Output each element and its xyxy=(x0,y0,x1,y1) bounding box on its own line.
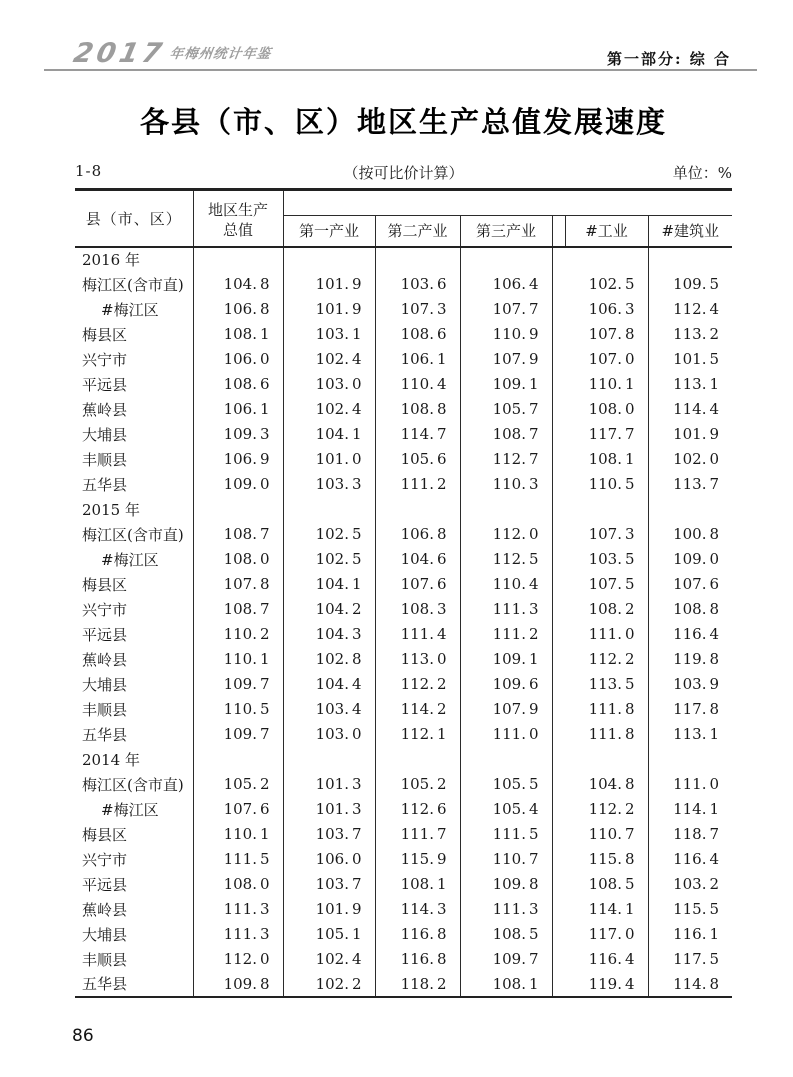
primary-industry-cell: 104. 1 xyxy=(283,572,375,597)
gdp-total-cell: 108. 0 xyxy=(193,547,283,572)
column-header-primary-industry: 第一产业 xyxy=(283,216,375,247)
region-name-cell: 五华县 xyxy=(75,972,193,997)
empty-cell xyxy=(193,747,283,772)
column-header-industry: #工业 xyxy=(565,216,648,247)
column-header-tertiary-industry: 第三产业 xyxy=(460,216,552,247)
tertiary-industry-cell: 110. 3 xyxy=(460,472,552,497)
section-label: 第一部分: 综 合 xyxy=(607,50,731,68)
logo-title-text: 年梅州统计年鉴 xyxy=(168,46,273,62)
empty-cell xyxy=(565,497,648,522)
region-name-cell: #梅江区 xyxy=(75,297,193,322)
gdp-total-cell: 110. 2 xyxy=(193,622,283,647)
spacer-cell xyxy=(552,647,565,672)
region-name-cell: 蕉岭县 xyxy=(75,397,193,422)
spacer-cell xyxy=(552,372,565,397)
data-row xyxy=(75,947,732,972)
industry-cell: 108. 5 xyxy=(565,872,648,897)
secondary-industry-cell: 114. 2 xyxy=(375,697,460,722)
header-spacer-region xyxy=(283,190,732,216)
primary-industry-cell: 102. 2 xyxy=(283,972,375,997)
primary-industry-cell: 104. 4 xyxy=(283,672,375,697)
empty-cell xyxy=(565,247,648,272)
empty-cell xyxy=(193,247,283,272)
data-row xyxy=(75,597,732,622)
primary-industry-cell: 104. 1 xyxy=(283,422,375,447)
page-number: 86 xyxy=(72,1026,94,1046)
secondary-industry-cell: 108. 1 xyxy=(375,872,460,897)
data-row xyxy=(75,972,732,997)
data-row xyxy=(75,547,732,572)
data-row xyxy=(75,622,732,647)
region-name-cell: 兴宁市 xyxy=(75,597,193,622)
construction-cell: 103. 9 xyxy=(673,675,720,693)
tertiary-industry-cell: 112. 5 xyxy=(460,547,552,572)
secondary-industry-cell: 105. 6 xyxy=(375,447,460,472)
data-row xyxy=(75,322,732,347)
industry-cell: 110. 5 xyxy=(565,472,648,497)
secondary-industry-cell: 115. 9 xyxy=(375,847,460,872)
secondary-industry-cell: 112. 1 xyxy=(375,722,460,747)
primary-industry-cell: 101. 9 xyxy=(283,897,375,922)
data-row xyxy=(75,372,732,397)
empty-cell xyxy=(565,747,648,772)
spacer-cell xyxy=(552,922,565,947)
secondary-industry-cell: 112. 6 xyxy=(375,797,460,822)
region-name-cell: 丰顺县 xyxy=(75,447,193,472)
tertiary-industry-cell: 105. 4 xyxy=(460,797,552,822)
industry-cell: 110. 7 xyxy=(565,822,648,847)
gdp-total-cell: 106. 0 xyxy=(193,347,283,372)
gdp-total-cell: 106. 1 xyxy=(193,397,283,422)
industry-cell: 111. 8 xyxy=(565,697,648,722)
region-name-cell: 兴宁市 xyxy=(75,847,193,872)
empty-cell xyxy=(375,747,460,772)
logo-year-text: 2017 xyxy=(70,38,169,69)
region-name-cell: 梅县区 xyxy=(75,572,193,597)
spacer-cell xyxy=(552,347,565,372)
gdp-total-cell: 110. 1 xyxy=(193,822,283,847)
data-row xyxy=(75,472,732,497)
year-row xyxy=(75,497,732,522)
region-name-cell: 蕉岭县 xyxy=(75,647,193,672)
region-name-cell: 五华县 xyxy=(75,472,193,497)
gdp-total-cell: 104. 8 xyxy=(193,272,283,297)
region-name-cell: 平远县 xyxy=(75,872,193,897)
construction-cell: 115. 5 xyxy=(673,900,720,918)
spacer-cell xyxy=(552,397,565,422)
region-name-cell: 丰顺县 xyxy=(75,947,193,972)
region-name-cell: 梅江区(含市直) xyxy=(75,272,193,297)
data-row xyxy=(75,647,732,672)
industry-cell: 113. 5 xyxy=(565,672,648,697)
secondary-industry-cell: 106. 8 xyxy=(375,522,460,547)
data-row xyxy=(75,872,732,897)
tertiary-industry-cell: 107. 9 xyxy=(460,347,552,372)
gdp-total-cell: 107. 8 xyxy=(193,572,283,597)
secondary-industry-cell: 114. 7 xyxy=(375,422,460,447)
spacer-cell xyxy=(552,447,565,472)
construction-cell: 101. 9 xyxy=(673,425,720,443)
tertiary-industry-cell: 107. 7 xyxy=(460,297,552,322)
primary-industry-cell: 106. 0 xyxy=(283,847,375,872)
construction-cell: 109. 0 xyxy=(673,550,720,568)
industry-cell: 107. 8 xyxy=(565,322,648,347)
region-name-cell: 五华县 xyxy=(75,722,193,747)
tertiary-industry-cell: 112. 7 xyxy=(460,447,552,472)
spacer-cell xyxy=(552,872,565,897)
secondary-industry-cell: 103. 6 xyxy=(375,272,460,297)
data-row xyxy=(75,772,732,797)
page-title: 各县（市、区）地区生产总值发展速度 xyxy=(139,105,667,139)
industry-cell: 107. 3 xyxy=(565,522,648,547)
secondary-industry-cell: 113. 0 xyxy=(375,647,460,672)
empty-cell xyxy=(460,747,552,772)
tertiary-industry-cell: 111. 3 xyxy=(460,597,552,622)
data-row xyxy=(75,672,732,697)
primary-industry-cell: 103. 3 xyxy=(283,472,375,497)
tertiary-industry-cell: 109. 8 xyxy=(460,872,552,897)
tertiary-industry-cell: 110. 9 xyxy=(460,322,552,347)
tertiary-industry-cell: 108. 5 xyxy=(460,922,552,947)
tertiary-industry-cell: 105. 7 xyxy=(460,397,552,422)
data-row xyxy=(75,897,732,922)
empty-cell xyxy=(648,247,732,272)
tertiary-industry-cell: 111. 3 xyxy=(460,897,552,922)
primary-industry-cell: 103. 4 xyxy=(283,697,375,722)
primary-industry-cell: 103. 1 xyxy=(283,322,375,347)
region-name-cell: 大埔县 xyxy=(75,672,193,697)
secondary-industry-cell: 118. 2 xyxy=(375,972,460,997)
spacer-cell xyxy=(552,522,565,547)
gdp-total-cell: 109. 8 xyxy=(193,972,283,997)
construction-cell: 108. 8 xyxy=(673,600,720,618)
tertiary-industry-cell: 109. 1 xyxy=(460,647,552,672)
tertiary-industry-cell: 108. 1 xyxy=(460,972,552,997)
primary-industry-cell: 102. 4 xyxy=(283,397,375,422)
spacer-cell xyxy=(552,972,565,997)
industry-cell: 104. 8 xyxy=(565,772,648,797)
empty-cell xyxy=(375,497,460,522)
construction-cell: 111. 0 xyxy=(673,775,720,793)
data-row xyxy=(75,272,732,297)
year-row xyxy=(75,747,732,772)
tertiary-industry-cell: 107. 9 xyxy=(460,697,552,722)
spacer-cell xyxy=(552,322,565,347)
gdp-total-cell: 105. 2 xyxy=(193,772,283,797)
primary-industry-cell: 105. 1 xyxy=(283,922,375,947)
table-body xyxy=(75,247,732,997)
construction-cell: 116. 4 xyxy=(673,850,720,868)
industry-cell: 112. 2 xyxy=(565,797,648,822)
primary-industry-cell: 103. 7 xyxy=(283,872,375,897)
secondary-industry-cell: 110. 4 xyxy=(375,372,460,397)
gdp-total-cell: 108. 7 xyxy=(193,522,283,547)
spacer-cell xyxy=(552,672,565,697)
table-unit: 单位：% xyxy=(672,164,732,182)
data-row xyxy=(75,722,732,747)
secondary-industry-cell: 107. 6 xyxy=(375,572,460,597)
spacer-cell xyxy=(552,422,565,447)
industry-cell: 112. 2 xyxy=(565,647,648,672)
table-meta-row xyxy=(75,162,732,182)
spacer-cell xyxy=(552,597,565,622)
spacer-cell xyxy=(552,472,565,497)
primary-industry-cell: 104. 3 xyxy=(283,622,375,647)
industry-cell: 111. 0 xyxy=(565,622,648,647)
construction-cell: 101. 5 xyxy=(673,350,720,368)
tertiary-industry-cell: 111. 2 xyxy=(460,622,552,647)
spacer-cell xyxy=(552,622,565,647)
industry-cell: 108. 0 xyxy=(565,397,648,422)
secondary-industry-cell: 104. 6 xyxy=(375,547,460,572)
industry-cell: 103. 5 xyxy=(565,547,648,572)
spacer-cell xyxy=(552,572,565,597)
primary-industry-cell: 103. 0 xyxy=(283,722,375,747)
gdp-total-cell: 109. 0 xyxy=(193,472,283,497)
year-label: 2014 年 xyxy=(75,747,193,772)
secondary-industry-cell: 111. 4 xyxy=(375,622,460,647)
region-name-cell: #梅江区 xyxy=(75,547,193,572)
data-row xyxy=(75,697,732,722)
tertiary-industry-cell: 106. 4 xyxy=(460,272,552,297)
spacer-cell xyxy=(552,822,565,847)
primary-industry-cell: 101. 0 xyxy=(283,447,375,472)
empty-cell xyxy=(648,497,732,522)
empty-cell xyxy=(648,747,732,772)
primary-industry-cell: 101. 9 xyxy=(283,272,375,297)
column-header-gdp-line2: 总值 xyxy=(222,220,253,239)
region-name-cell: 兴宁市 xyxy=(75,347,193,372)
gdp-total-cell: 111. 5 xyxy=(193,847,283,872)
spacer-cell xyxy=(552,797,565,822)
spacer-cell xyxy=(552,947,565,972)
construction-cell: 103. 2 xyxy=(673,875,720,893)
spacer-cell xyxy=(552,772,565,797)
region-name-cell: 梅县区 xyxy=(75,322,193,347)
primary-industry-cell: 101. 3 xyxy=(283,797,375,822)
spacer-cell xyxy=(552,847,565,872)
gdp-total-cell: 111. 3 xyxy=(193,897,283,922)
construction-cell: 109. 5 xyxy=(673,275,720,293)
secondary-industry-cell: 105. 2 xyxy=(375,772,460,797)
gdp-total-cell: 106. 8 xyxy=(193,297,283,322)
secondary-industry-cell: 108. 8 xyxy=(375,397,460,422)
data-row xyxy=(75,297,732,322)
construction-cell: 116. 1 xyxy=(673,925,720,943)
region-name-cell: 梅江区(含市直) xyxy=(75,772,193,797)
gdp-total-cell: 108. 0 xyxy=(193,872,283,897)
tertiary-industry-cell: 111. 5 xyxy=(460,822,552,847)
table-header xyxy=(75,190,732,247)
gdp-total-cell: 109. 7 xyxy=(193,722,283,747)
gdp-total-cell: 112. 0 xyxy=(193,947,283,972)
industry-cell: 115. 8 xyxy=(565,847,648,872)
secondary-industry-cell: 111. 7 xyxy=(375,822,460,847)
industry-cell: 116. 4 xyxy=(565,947,648,972)
spacer-cell xyxy=(552,272,565,297)
header-rule xyxy=(44,69,757,71)
industry-cell: 119. 4 xyxy=(565,972,648,997)
spacer-cell xyxy=(552,247,565,272)
data-row xyxy=(75,422,732,447)
data-row xyxy=(75,347,732,372)
column-header-gdp-line1: 地区生产 xyxy=(207,200,268,219)
region-name-cell: 梅江区(含市直) xyxy=(75,522,193,547)
spacer-cell xyxy=(552,697,565,722)
region-name-cell: 平远县 xyxy=(75,622,193,647)
data-row xyxy=(75,822,732,847)
region-name-cell: 丰顺县 xyxy=(75,697,193,722)
gdp-total-cell: 110. 1 xyxy=(193,647,283,672)
construction-cell: 114. 8 xyxy=(673,974,720,993)
construction-cell: 114. 4 xyxy=(673,400,720,418)
tertiary-industry-cell: 105. 5 xyxy=(460,772,552,797)
table-note: （按可比价计算） xyxy=(343,164,464,182)
secondary-industry-cell: 107. 3 xyxy=(375,297,460,322)
region-name-cell: 蕉岭县 xyxy=(75,897,193,922)
construction-cell: 113. 1 xyxy=(673,375,720,393)
primary-industry-cell: 103. 0 xyxy=(283,372,375,397)
spacer-cell xyxy=(552,547,565,572)
empty-cell xyxy=(283,497,375,522)
tertiary-industry-cell: 111. 0 xyxy=(460,722,552,747)
yearbook-logo xyxy=(70,38,273,69)
empty-cell xyxy=(460,247,552,272)
data-row xyxy=(75,797,732,822)
secondary-industry-cell: 108. 3 xyxy=(375,597,460,622)
region-name-cell: #梅江区 xyxy=(75,797,193,822)
primary-industry-cell: 102. 8 xyxy=(283,647,375,672)
gdp-total-cell: 107. 6 xyxy=(193,797,283,822)
industry-cell: 106. 3 xyxy=(565,297,648,322)
industry-cell: 110. 1 xyxy=(565,372,648,397)
primary-industry-cell: 102. 5 xyxy=(283,547,375,572)
construction-cell: 113. 7 xyxy=(673,475,720,493)
gdp-total-cell: 106. 9 xyxy=(193,447,283,472)
data-row xyxy=(75,397,732,422)
construction-cell: 100. 8 xyxy=(673,525,720,543)
tertiary-industry-cell: 110. 7 xyxy=(460,847,552,872)
secondary-industry-cell: 116. 8 xyxy=(375,922,460,947)
data-row xyxy=(75,572,732,597)
industry-cell: 114. 1 xyxy=(565,897,648,922)
column-header-secondary-industry: 第二产业 xyxy=(375,216,460,247)
industry-cell: 102. 5 xyxy=(565,272,648,297)
gdp-total-cell: 109. 3 xyxy=(193,422,283,447)
tertiary-industry-cell: 108. 7 xyxy=(460,422,552,447)
industry-cell: 108. 2 xyxy=(565,597,648,622)
primary-industry-cell: 101. 3 xyxy=(283,772,375,797)
secondary-industry-cell: 112. 2 xyxy=(375,672,460,697)
data-row xyxy=(75,522,732,547)
construction-cell: 102. 0 xyxy=(673,450,720,468)
empty-cell xyxy=(460,497,552,522)
primary-industry-cell: 102. 5 xyxy=(283,522,375,547)
industry-cell: 117. 7 xyxy=(565,422,648,447)
industry-cell: 107. 0 xyxy=(565,347,648,372)
primary-industry-cell: 101. 9 xyxy=(283,297,375,322)
region-name-cell: 大埔县 xyxy=(75,922,193,947)
region-name-cell: 梅县区 xyxy=(75,822,193,847)
region-name-cell: 平远县 xyxy=(75,372,193,397)
spacer-cell xyxy=(552,297,565,322)
empty-cell xyxy=(283,247,375,272)
secondary-industry-cell: 106. 1 xyxy=(375,347,460,372)
primary-industry-cell: 103. 7 xyxy=(283,822,375,847)
construction-cell: 118. 7 xyxy=(673,825,720,843)
spacer-cell xyxy=(552,747,565,772)
gdp-total-cell: 108. 7 xyxy=(193,597,283,622)
construction-cell: 113. 1 xyxy=(673,725,720,743)
gdp-total-cell: 110. 5 xyxy=(193,697,283,722)
empty-cell xyxy=(193,497,283,522)
header-spacer-cell xyxy=(552,216,565,247)
data-row xyxy=(75,922,732,947)
construction-cell: 119. 8 xyxy=(673,650,720,668)
construction-cell: 116. 4 xyxy=(673,625,720,643)
industry-cell: 108. 1 xyxy=(565,447,648,472)
gdp-total-cell: 111. 3 xyxy=(193,922,283,947)
gdp-total-cell: 108. 1 xyxy=(193,322,283,347)
tertiary-industry-cell: 109. 7 xyxy=(460,947,552,972)
construction-cell: 107. 6 xyxy=(673,575,720,593)
secondary-industry-cell: 111. 2 xyxy=(375,472,460,497)
primary-industry-cell: 102. 4 xyxy=(283,347,375,372)
gdp-total-cell: 109. 7 xyxy=(193,672,283,697)
gdp-growth-table xyxy=(75,188,732,998)
construction-cell: 113. 2 xyxy=(673,325,720,343)
year-row xyxy=(75,247,732,272)
industry-cell: 117. 0 xyxy=(565,922,648,947)
secondary-industry-cell: 114. 3 xyxy=(375,897,460,922)
spacer-cell xyxy=(552,722,565,747)
primary-industry-cell: 102. 4 xyxy=(283,947,375,972)
year-label: 2015 年 xyxy=(75,497,193,522)
tertiary-industry-cell: 110. 4 xyxy=(460,572,552,597)
column-header-gdp xyxy=(193,190,283,247)
tertiary-industry-cell: 109. 1 xyxy=(460,372,552,397)
gdp-total-cell: 108. 6 xyxy=(193,372,283,397)
construction-cell: 117. 8 xyxy=(673,700,720,718)
primary-industry-cell: 104. 2 xyxy=(283,597,375,622)
table-number: 1-8 xyxy=(75,162,103,180)
empty-cell xyxy=(283,747,375,772)
tertiary-industry-cell: 109. 6 xyxy=(460,672,552,697)
construction-cell: 114. 1 xyxy=(673,800,720,818)
data-row xyxy=(75,847,732,872)
data-row xyxy=(75,447,732,472)
region-name-cell: 大埔县 xyxy=(75,422,193,447)
column-header-construction: #建筑业 xyxy=(661,222,720,241)
secondary-industry-cell: 116. 8 xyxy=(375,947,460,972)
empty-cell xyxy=(375,247,460,272)
tertiary-industry-cell: 112. 0 xyxy=(460,522,552,547)
spacer-cell xyxy=(552,897,565,922)
spacer-cell xyxy=(552,497,565,522)
industry-cell: 107. 5 xyxy=(565,572,648,597)
year-label: 2016 年 xyxy=(75,247,193,272)
secondary-industry-cell: 108. 6 xyxy=(375,322,460,347)
construction-cell: 117. 5 xyxy=(673,950,720,968)
column-header-region: 县（市、区） xyxy=(75,190,193,247)
construction-cell: 112. 4 xyxy=(673,300,720,318)
industry-cell: 111. 8 xyxy=(565,722,648,747)
